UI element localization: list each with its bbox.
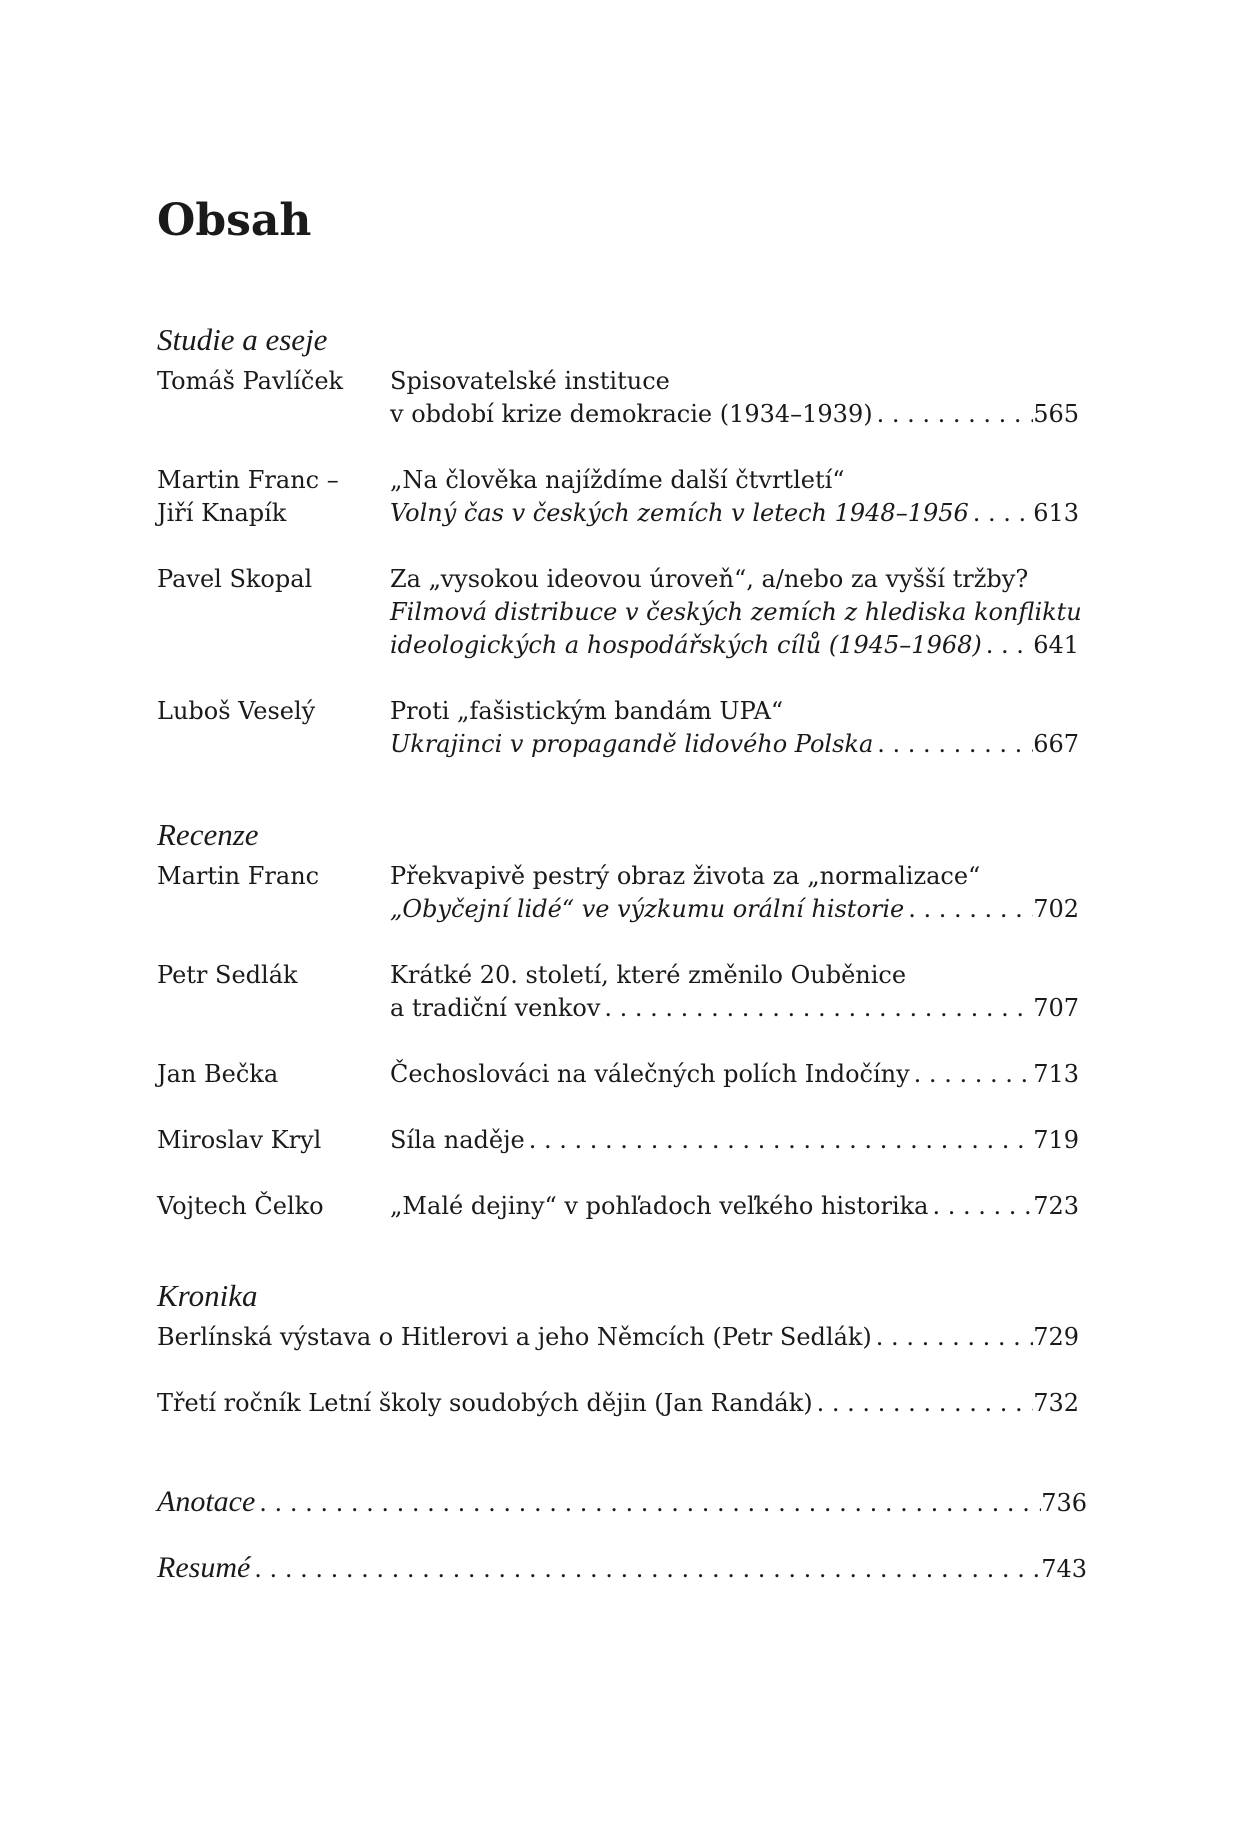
page-number: 723 xyxy=(1033,1192,1079,1220)
page-number: 667 xyxy=(1033,730,1079,758)
entry-titles: Síla naděje . . . 719 xyxy=(390,1124,1079,1157)
entry-author: Miroslav Kryl xyxy=(157,1126,322,1154)
leader-dots xyxy=(813,1387,1034,1420)
page-number: 707 xyxy=(1033,994,1079,1022)
toc-entry[interactable] xyxy=(157,1058,1079,1091)
entry-author: Martin Franc xyxy=(157,862,320,890)
leader-dots xyxy=(525,1124,1033,1157)
leader-dots xyxy=(982,629,1033,662)
entry-author: Tomáš Pavlíček xyxy=(157,367,344,395)
toc-entry[interactable] xyxy=(157,563,1082,666)
leader-dots xyxy=(600,992,1033,1025)
entry-author: Martin Franc – Jiří Knapík xyxy=(157,466,339,527)
leader-dots xyxy=(873,728,1033,761)
toc-entry[interactable] xyxy=(157,860,1079,930)
leader-dots xyxy=(904,893,1033,926)
entry-titles: Proti „fašistickým bandám UPA“ Ukrajinci v propagandě lidového Polska . . . 667 xyxy=(390,695,1079,761)
page-number: 743 xyxy=(1041,1555,1087,1583)
toc-entry-anotace[interactable] xyxy=(157,1484,1087,1520)
entry-titles: Překvapivě pestrý obraz života za „normalizace“ „Obyčejní lidé“ ve výzkumu orální historie . . . 702 xyxy=(390,860,1079,926)
entry-author: Vojtech Čelko xyxy=(157,1192,324,1220)
entry-titles: „Na člověka najíždíme další čtvrtletí“ Volný čas v českých zemích v letech 1948–1956 . . . 613 xyxy=(390,464,1079,530)
page-number: 613 xyxy=(1033,499,1079,527)
leader-dots xyxy=(250,1551,1041,1587)
entry-author: Petr Sedlák xyxy=(157,961,298,989)
page-number: 702 xyxy=(1033,895,1079,923)
leader-dots xyxy=(255,1485,1041,1521)
section-heading-resume: Resumé xyxy=(157,1551,251,1584)
entry-author: Pavel Skopal xyxy=(157,565,313,593)
section-heading-recenze: Recenze xyxy=(157,817,259,852)
page-number: 736 xyxy=(1041,1489,1087,1517)
entry-titles: Čechoslováci na válečných polích Indočíny . . . 713 xyxy=(390,1058,1079,1091)
page-number: 732 xyxy=(1033,1389,1079,1417)
page-number: 719 xyxy=(1033,1126,1079,1154)
entry-titles: „Malé dejiny“ v pohľadoch veľkého historika . . . 723 xyxy=(390,1190,1079,1223)
section-heading-anotace: Anotace xyxy=(157,1485,256,1518)
leader-dots xyxy=(873,398,1034,431)
toc-entry[interactable] xyxy=(157,695,1079,765)
toc-entry[interactable] xyxy=(157,1124,1079,1157)
toc-entry[interactable] xyxy=(157,959,1079,1029)
page-title: Obsah xyxy=(157,195,312,246)
section-heading-kronika: Kronika xyxy=(157,1278,258,1313)
leader-dots xyxy=(872,1321,1033,1354)
toc-entry[interactable] xyxy=(157,464,1079,534)
page-number: 729 xyxy=(1033,1323,1079,1351)
toc-entry[interactable] xyxy=(157,365,1079,435)
leader-dots xyxy=(910,1058,1034,1091)
toc-entry[interactable]: Třetí ročník Letní školy soudobých dějin (Jan Randák) . . . 732 xyxy=(157,1387,1079,1420)
entry-titles: Za „vysokou ideovou úroveň“, a/nebo za vyšší tržby? Filmová distribuce v českých zemích z hlediska konfliktu ideologických a hospodářských cílů (1945–1968) . . . 641 xyxy=(390,563,1079,662)
toc-entry[interactable]: Berlínská výstava o Hitlerovi a jeho Němcích (Petr Sedlák) . . . 729 xyxy=(157,1321,1079,1354)
entry-titles: Krátké 20. století, které změnilo Ouběnice a tradiční venkov . . . 707 xyxy=(390,959,1079,1025)
toc-entry-resume[interactable] xyxy=(157,1550,1087,1586)
page-number: 641 xyxy=(1033,631,1079,659)
page-number: 565 xyxy=(1033,400,1079,428)
leader-dots xyxy=(928,1190,1033,1223)
section-heading-studie: Studie a eseje xyxy=(157,322,328,357)
leader-dots xyxy=(969,497,1033,530)
entry-titles: Spisovatelské instituce v období krize demokracie (1934–1939) . . . 565 xyxy=(390,365,1079,431)
page-number: 713 xyxy=(1033,1060,1079,1088)
entry-author: Jan Bečka xyxy=(157,1060,279,1088)
entry-author: Luboš Veselý xyxy=(157,697,316,725)
toc-entry[interactable] xyxy=(157,1190,1079,1223)
